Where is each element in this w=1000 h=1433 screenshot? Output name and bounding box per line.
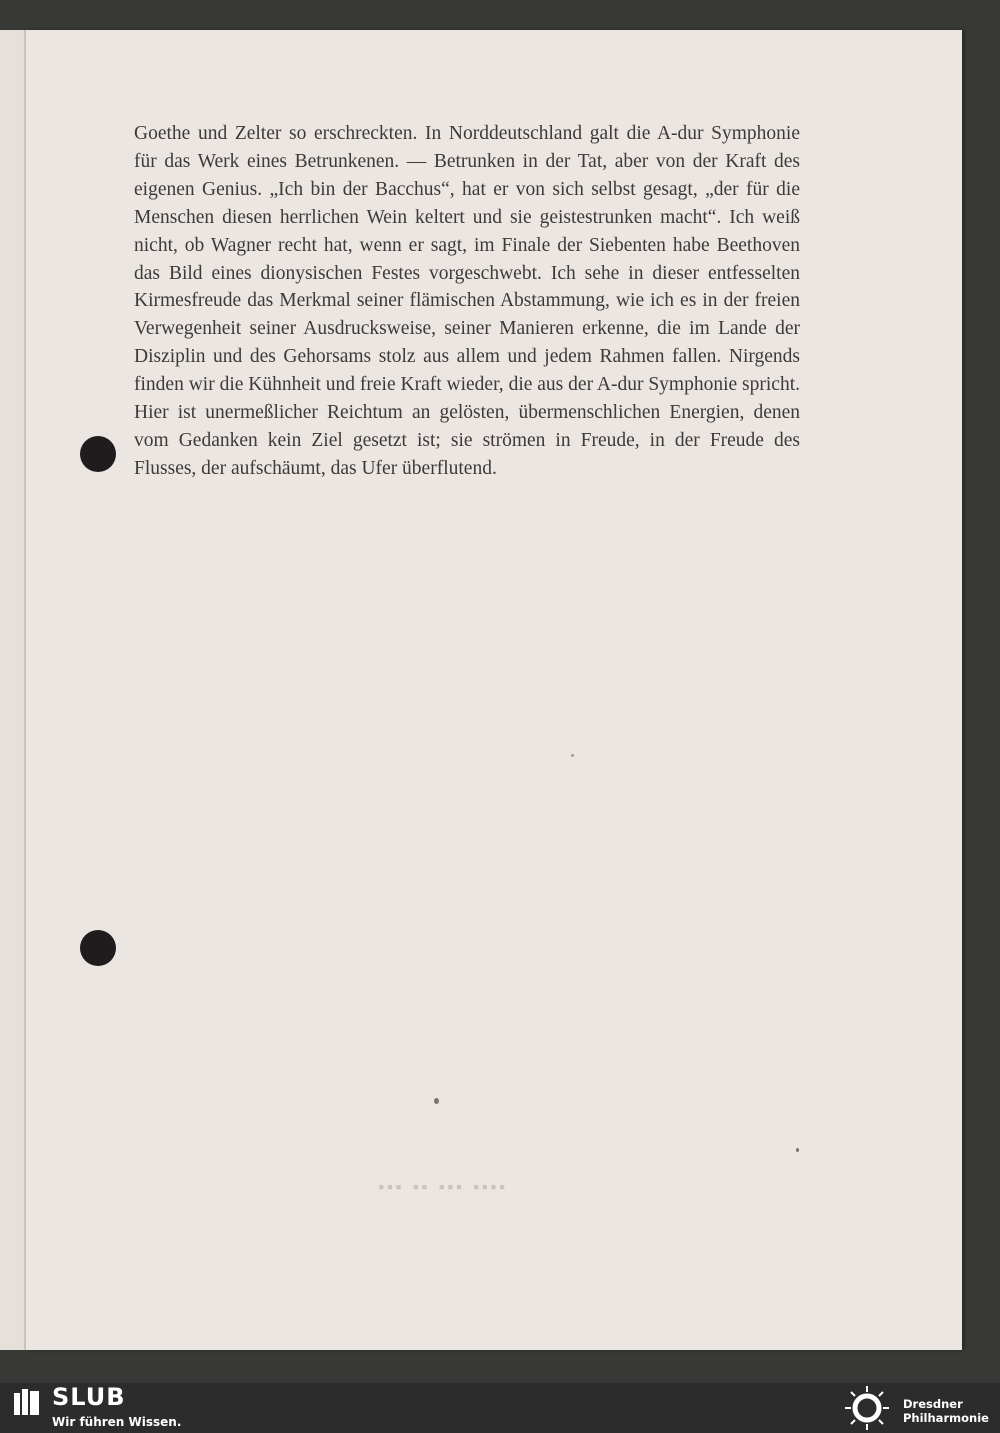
- paper-speck: [571, 754, 574, 757]
- slub-logo-text: SLUB: [52, 1383, 126, 1411]
- philharmonie-sun-icon: [843, 1386, 891, 1430]
- punch-hole-bottom: [80, 930, 116, 966]
- punch-hole-top: [80, 436, 116, 472]
- partner-name-line2: Philharmonie: [903, 1411, 989, 1425]
- paper-speck: [796, 1148, 799, 1152]
- page-paragraph: Goethe und Zelter so erschreckten. In Norddeutschland galt die A-dur Symphonie für das Werk eines Betrunkenen. — Betrunken in der Tat, aber von der Kraft des eigenen Genius. „Ich bin der Bacchus“, hat er von sich selbst gesagt, „der für die Menschen diesen herrlichen Wein keltert und sie geistestrunken macht“. Ich weiß nicht, ob Wagner recht hat, wenn er sagt, im Finale der Siebenten habe Beethoven das Bild eines dionysischen Festes vorgeschwebt. Ich sehe in dieser entfesselten Kirmesfreude das Merkmal seiner flämischen Abstammung, wie ich es in der freien Verwegenheit seiner Ausdrucksweise, seiner Manieren erkenne, die im Lande der Disziplin und des Gehorsams stolz aus allem und jedem Rahmen fallen. Nirgends finden wir die Kühnheit und freie Kraft wieder, die aus der A-dur Symphonie spricht. Hier ist unermeßlicher Reichtum an gelösten, übermenschlichen Energien, denen vom Gedanken kein Ziel gesetzt ist; sie strömen in Freude, in der Freude des Flusses, der aufschäumt, das Ufer überflutend.: [134, 123, 800, 479]
- previous-page-edge: [0, 30, 26, 1350]
- viewer-footer: [0, 1383, 1000, 1433]
- slub-tagline: Wir führen Wissen.: [52, 1415, 182, 1429]
- faded-stamp: ▪▪▪ ▪▪ ▪▪▪ ▪▪▪▪: [378, 1180, 508, 1193]
- paper-speck: [434, 1098, 439, 1104]
- partner-name-line1: Dresdner: [903, 1397, 963, 1411]
- scanned-page: [26, 30, 962, 1350]
- slub-book-icon: [12, 1387, 42, 1417]
